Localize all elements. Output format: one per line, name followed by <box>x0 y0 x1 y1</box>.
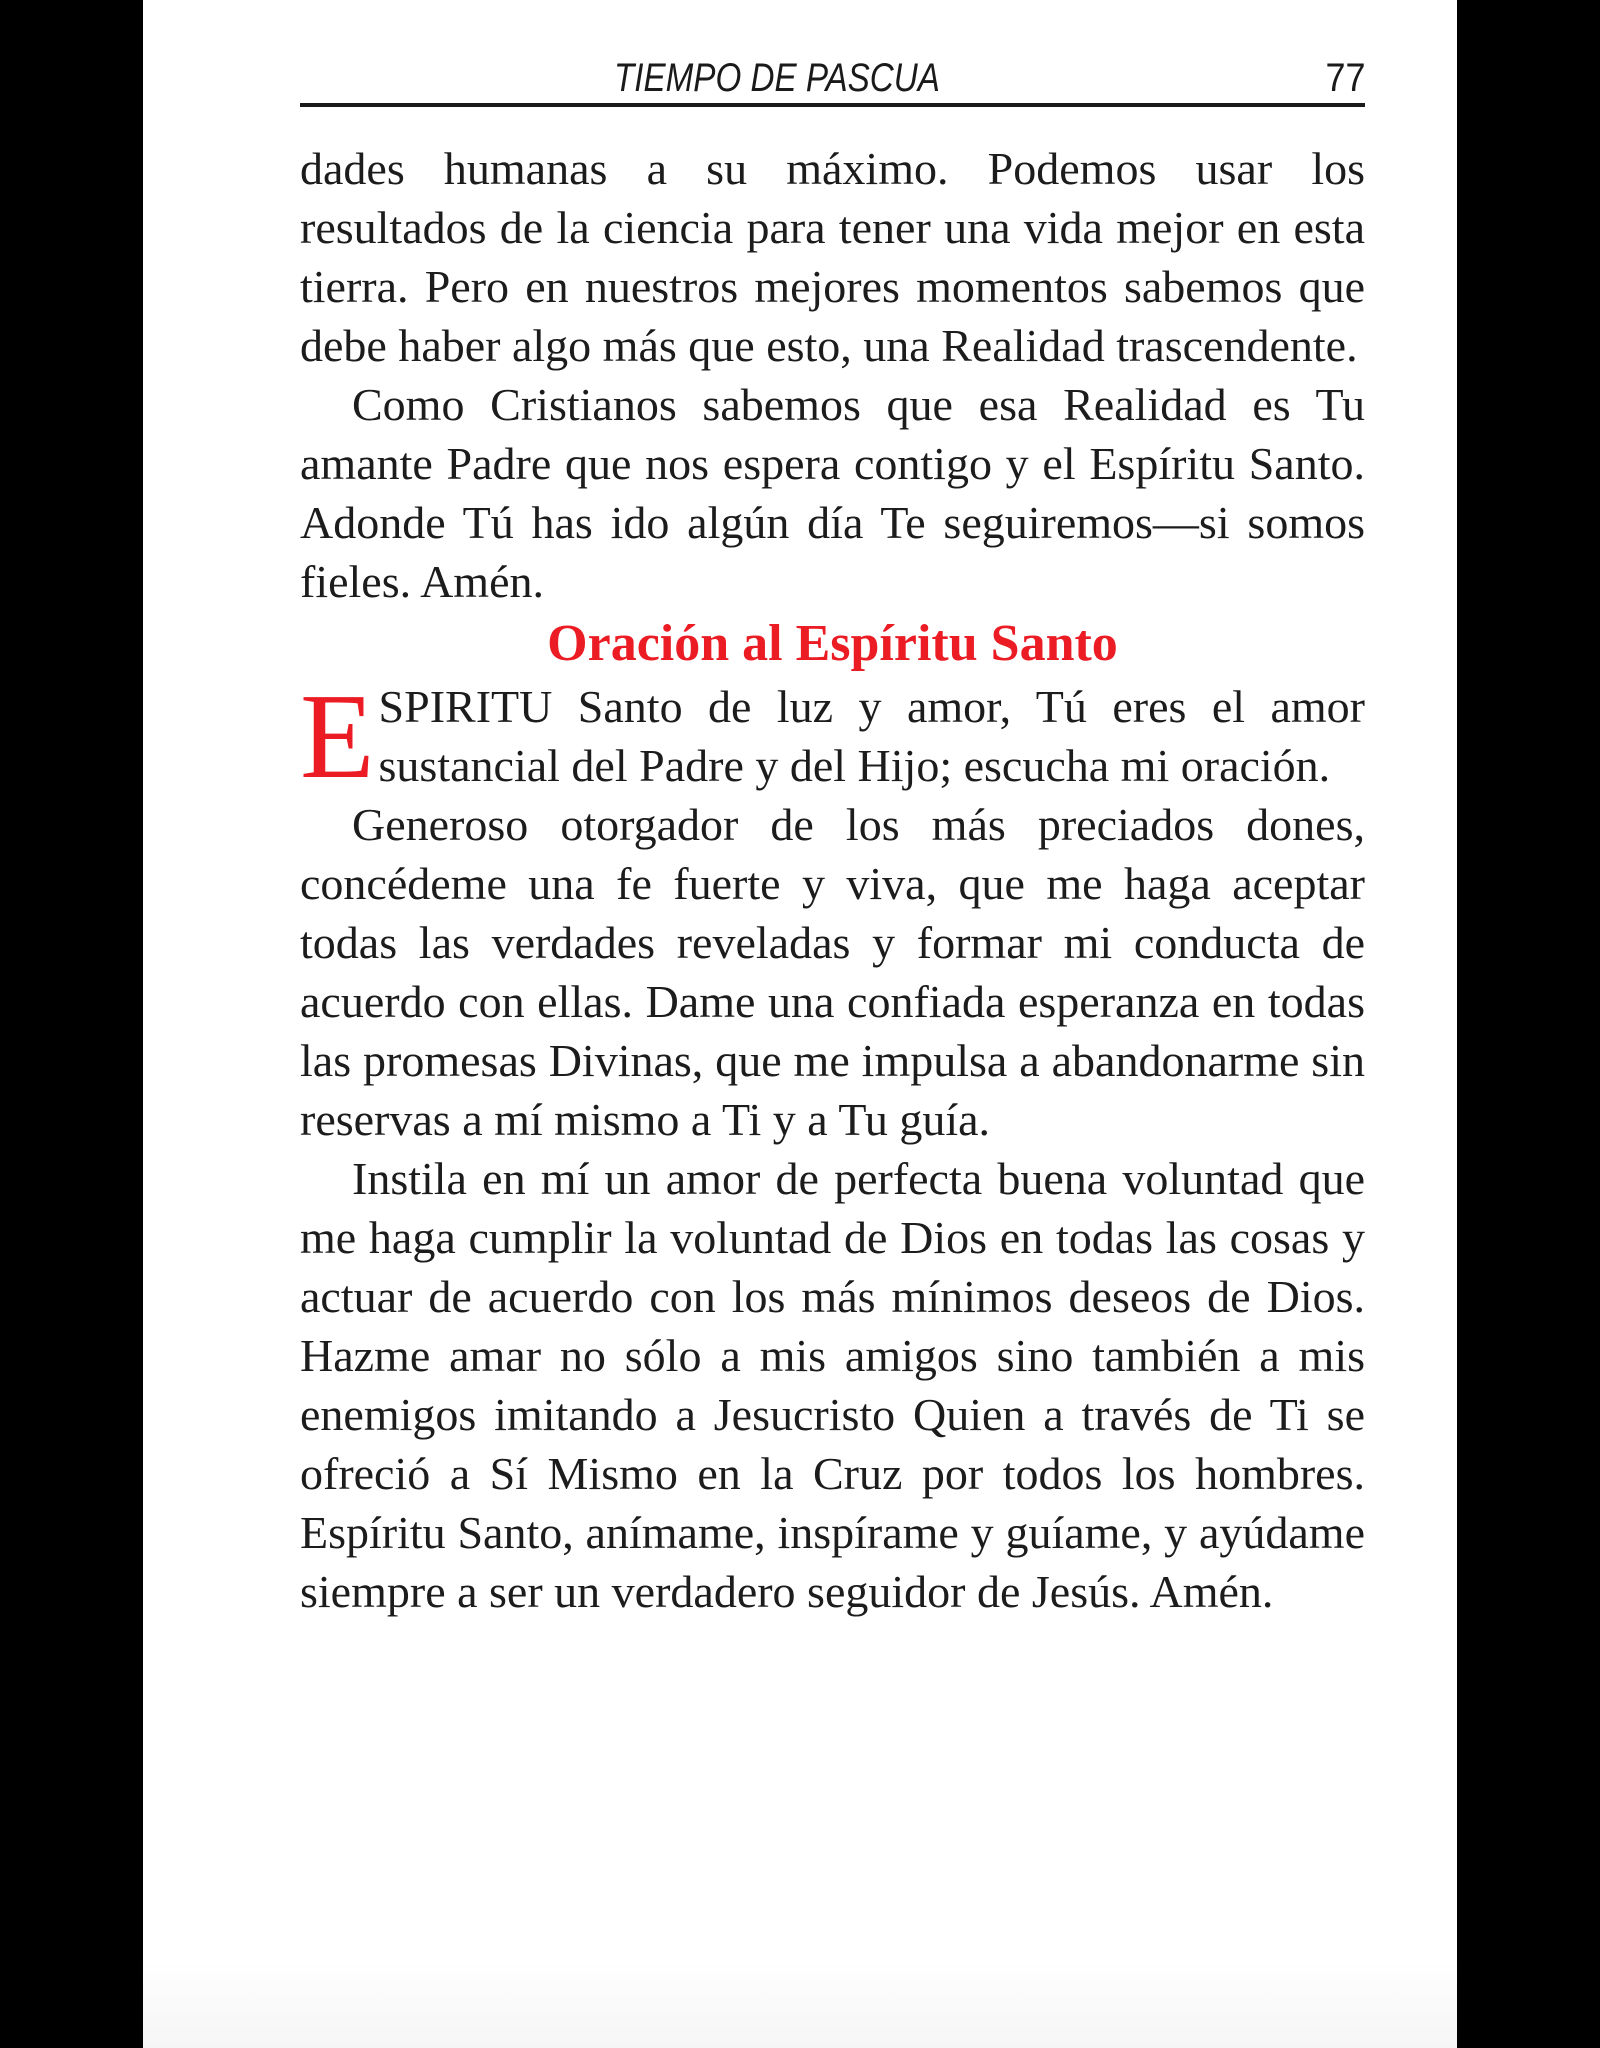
lead-in-caps: SPIRITU <box>378 681 553 732</box>
paragraph: Instila en mí un amor de perfecta buena voluntad que me haga cumplir la voluntad de Dios en todas las cosas y actuar de acuerdo con los más mínimos deseos de Dios. Hazme amar no sólo a mis amigos sino también a mis enemigos imitando a Jesucristo Quien a través de Ti se ofreció a Sí Mismo en la Cruz por todos los hombres. Espíritu Santo, anímame, inspírame y guíame, y ayúdame siempre a ser un verdadero seguidor de Jesús. Amén. <box>300 1153 1365 1617</box>
running-head-title: TIEMPO DE PASCUA <box>614 56 940 100</box>
header-rule <box>300 103 1365 107</box>
section-heading: Oración al Espíritu Santo <box>547 615 1118 672</box>
paragraph-continuation: dades humanas a su máximo. Podemos usar los resultados de la ciencia para tener una vida mejor en esta tierra. Pero en nuestros mejores momentos sabemos que debe haber algo más que esto, una Realidad trascendente. <box>300 143 1365 371</box>
prayer-first-paragraph <box>300 669 1365 804</box>
drop-cap: E <box>300 669 375 804</box>
body-text <box>300 139 1365 1621</box>
page-number: 77 <box>1324 56 1365 100</box>
paragraph: Generoso otorgador de los más preciados dones, concédeme una fe fuerte y viva, que me haga aceptar todas las verdades reveladas y formar mi conducta de acuerdo con ellas. Dame una confiada esperanza en todas las promesas Divinas, que me impulsa a abandonarme sin reservas a mí mismo a Ti y a Tu guía. <box>300 799 1365 1145</box>
running-head <box>300 52 1365 104</box>
paragraph: Como Cristianos sabemos que esa Realidad es Tu amante Padre que nos espera contigo y el Espíritu Santo. Adonde Tú has ido algún día Te seguiremos—si somos fieles. Amén. <box>300 379 1365 607</box>
first-paragraph-text: Santo de luz y amor, Tú eres el amor sustancial del Padre y del Hijo; escucha mi oración. <box>378 681 1365 791</box>
book-page <box>143 0 1457 2048</box>
